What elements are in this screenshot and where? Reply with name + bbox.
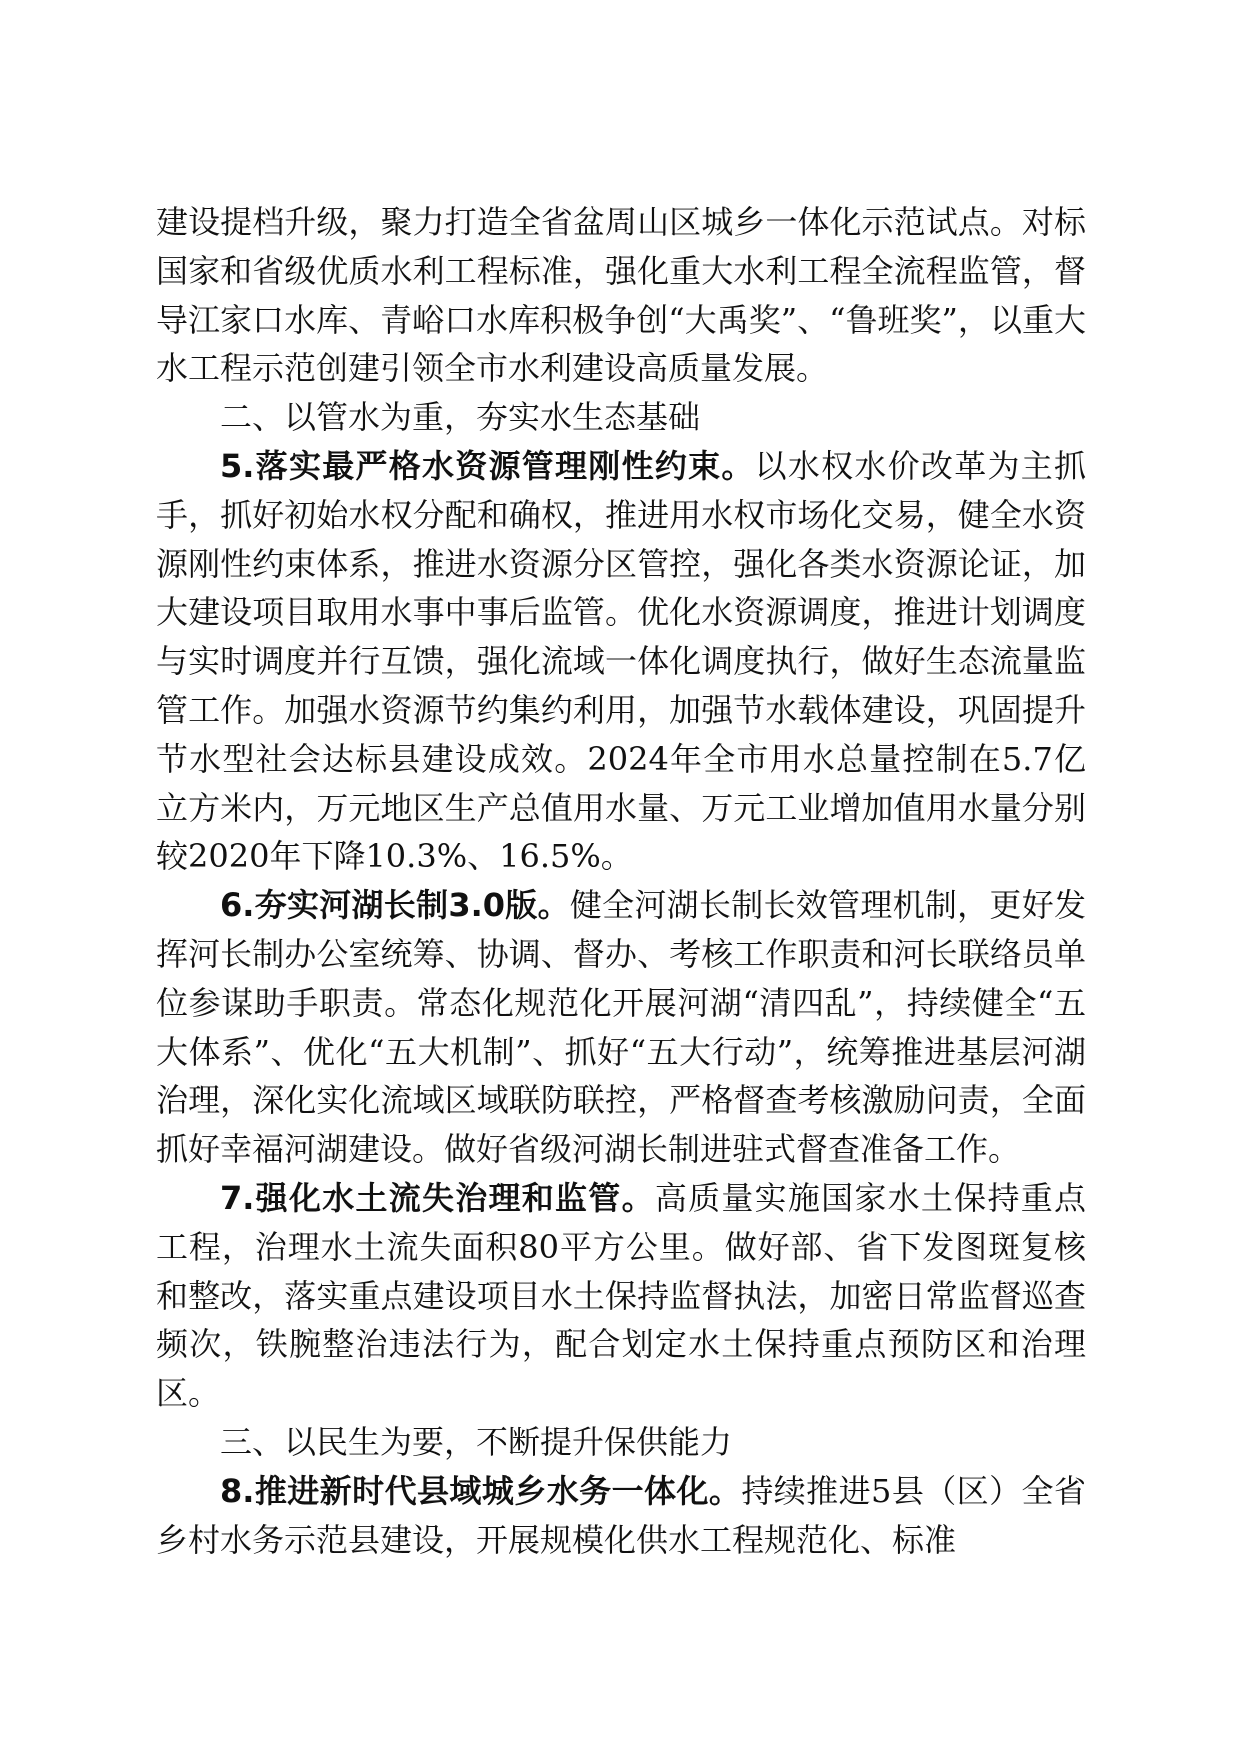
section-heading-text: 二、以管水为重，夯实水生态基础 [220, 398, 701, 437]
paragraph-text: 建设提档升级，聚力打造全省盆周山区城乡一体化示范试点。对标国家和省级优质水利工程标准，强化重大水利工程全流程监管，督导江家口水库、青峪口水库积极争创“大禹奖”、“鲁班奖”，以重大水工程示范创建引领全市水利建设高质量发展。 [156, 203, 1086, 388]
section-heading-2 [156, 393, 1086, 442]
paragraph-lead: 8.推进新时代县域城乡水务一体化。 [220, 1471, 742, 1510]
section-heading-text: 三、以民生为要，不断提升保供能力 [220, 1422, 733, 1461]
paragraph-text: 以水权水价改革为主抓手，抓好初始水权分配和确权，推进用水权市场化交易，健全水资源刚性约束体系，推进水资源分区管控，强化各类水资源论证，加大建设项目取用水事中事后监管。优化水资源调度，推进计划调度与实时调度并行互馈，强化流域一体化调度执行，做好生态流量监管工作。加强水资源节约集约利用，加强节水载体建设，巩固提升节水型社会达标县建设成效。2024年全市用水总量控制在5.7亿立方米内，万元地区生产总值用水量、万元工业增加值用水量分别较2020年下降10.3%、16.5%。 [156, 446, 1086, 876]
paragraph-text: 高质量实施国家水土保持重点工程，治理水土流失面积80平方公里。做好部、省下发图斑复核和整改，落实重点建设项目水土保持监督执法，加密日常监督巡查频次，铁腕整治违法行为，配合划定水土保持重点预防区和治理区。 [156, 1178, 1086, 1413]
paragraph-lead: 7.强化水土流失治理和监管。 [220, 1178, 655, 1217]
paragraph-lead: 5.落实最严格水资源管理刚性约束。 [220, 446, 755, 485]
paragraph-text: 持续推进5县（区）全省乡村水务示范县建设，开展规模化供水工程规范化、标准 [156, 1471, 1086, 1559]
paragraph-continued [156, 198, 1086, 393]
paragraph-text: 健全河湖长制长效管理机制，更好发挥河长制办公室统筹、协调、督办、考核工作职责和河长联络员单位参谋助手职责。常态化规范化开展河湖“清四乱”，持续健全“五大体系”、优化“五大机制”、抓好“五大行动”，统筹推进基层河湖治理，深化实化流域区域联防联控，严格督查考核激励问责，全面抓好幸福河湖建设。做好省级河湖长制进驻式督查准备工作。 [156, 886, 1086, 1169]
paragraph-lead: 6.夯实河湖长制3.0版。 [220, 886, 570, 925]
paragraph-item-7 [156, 1174, 1086, 1418]
paragraph-item-5 [156, 442, 1086, 881]
section-heading-3 [156, 1418, 1086, 1467]
paragraph-item-8 [156, 1467, 1086, 1565]
document-body [156, 198, 1086, 1564]
paragraph-item-6 [156, 881, 1086, 1174]
